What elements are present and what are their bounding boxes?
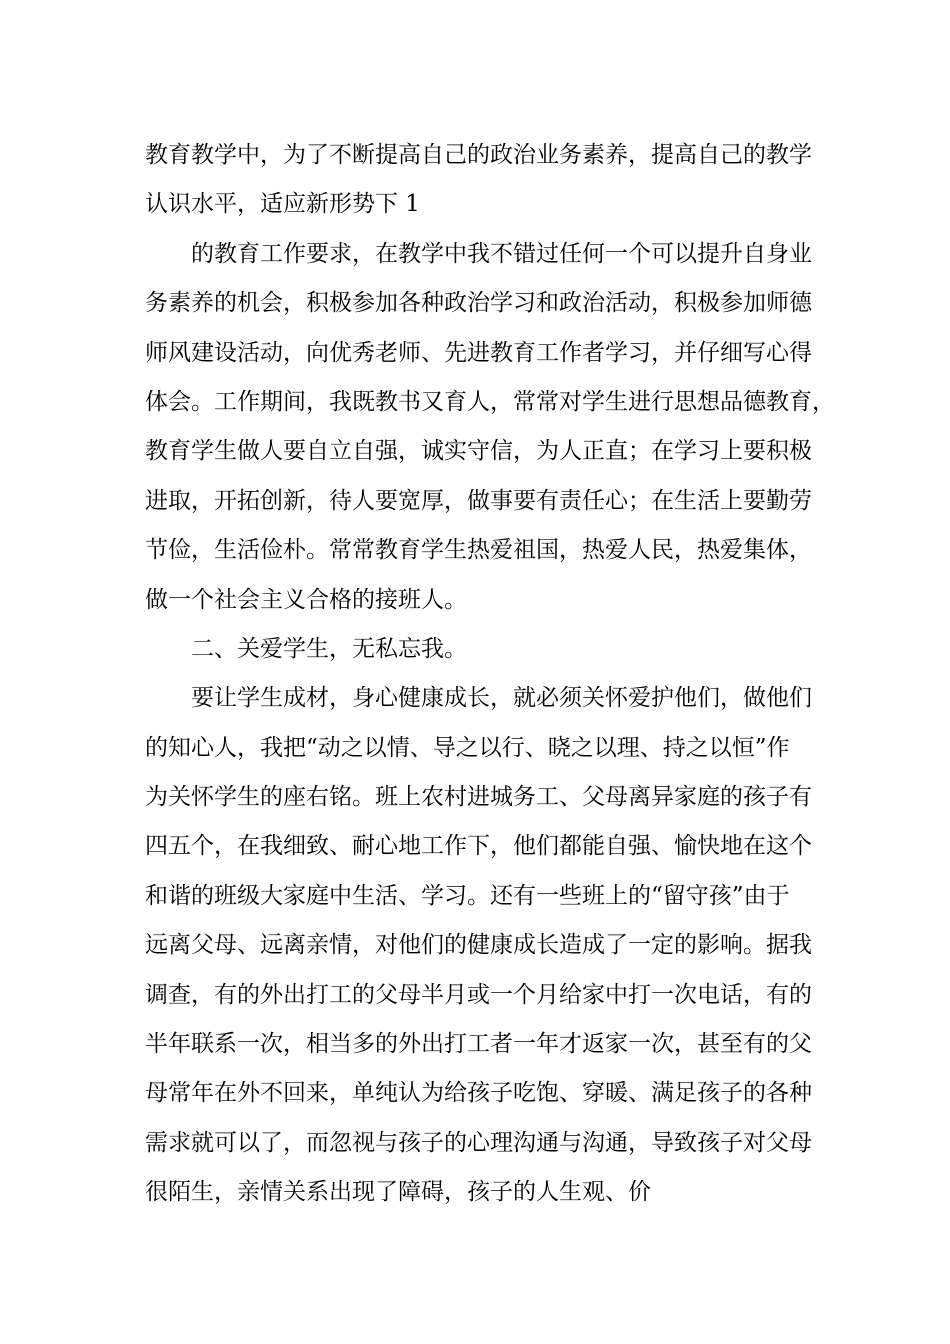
text-line: 体会。工作期间，我既教书又育人，常常对学生进行思想品德教育， [145,388,835,415]
text-line: 和谐的班级大家庭中生活、学习。还有一些班上的“留守孩”由于 [145,882,790,909]
text-line: 认识水平，适应新形势下 1 [145,191,420,218]
text-line: 要让学生成材，身心健康成长，就必须关怀爱护他们，做他们 [191,685,812,712]
text-line: 做一个社会主义合格的接班人。 [145,586,467,613]
text-line: 二、关爱学生，无私忘我。 [191,635,467,662]
text-line: 为关怀学生的座右铭。班上农村进城务工、父母离异家庭的孩子有 [145,784,812,811]
text-line: 调查，有的外出打工的父母半月或一个月给家中打一次电话，有的 [145,981,812,1008]
text-line: 务素养的机会，积极参加各种政治学习和政治活动，积极参加师德 [145,290,812,317]
text-line: 半年联系一次，相当多的外出打工者一年才返家一次，甚至有的父 [145,1031,812,1058]
text-line: 进取，开拓创新，待人要宽厚，做事要有责任心；在生活上要勤劳 [145,487,812,514]
text-line: 的知心人，我把“动之以情、导之以行、晓之以理、持之以恒”作 [145,734,790,761]
text-line: 教育学生做人要自立自强，诚实守信，为人正直；在学习上要积极 [145,438,812,465]
text-line: 节俭，生活俭朴。常常教育学生热爱祖国，热爱人民，热爱集体， [145,537,812,564]
text-line: 远离父母、远离亲情，对他们的健康成长造成了一定的影响。据我 [145,932,812,959]
text-line: 需求就可以了，而忽视与孩子的心理沟通与沟通，导致孩子对父母 [145,1129,812,1156]
text-line: 四五个，在我细致、耐心地工作下，他们都能自强、愉快地在这个 [145,833,812,860]
text-line: 很陌生，亲情关系出现了障碍，孩子的人生观、价 [145,1179,651,1206]
text-line: 的教育工作要求，在教学中我不错过任何一个可以提升自身业 [191,240,812,267]
text-line: 师风建设活动，向优秀老师、先进教育工作者学习，并仔细写心得 [145,339,812,366]
text-line: 母常年在外不回来，单纯认为给孩子吃饱、穿暖、满足孩子的各种 [145,1080,812,1107]
text-line: 教育教学中，为了不断提高自己的政治业务素养，提高自己的教学 [145,142,812,168]
document-body [145,131,835,1218]
